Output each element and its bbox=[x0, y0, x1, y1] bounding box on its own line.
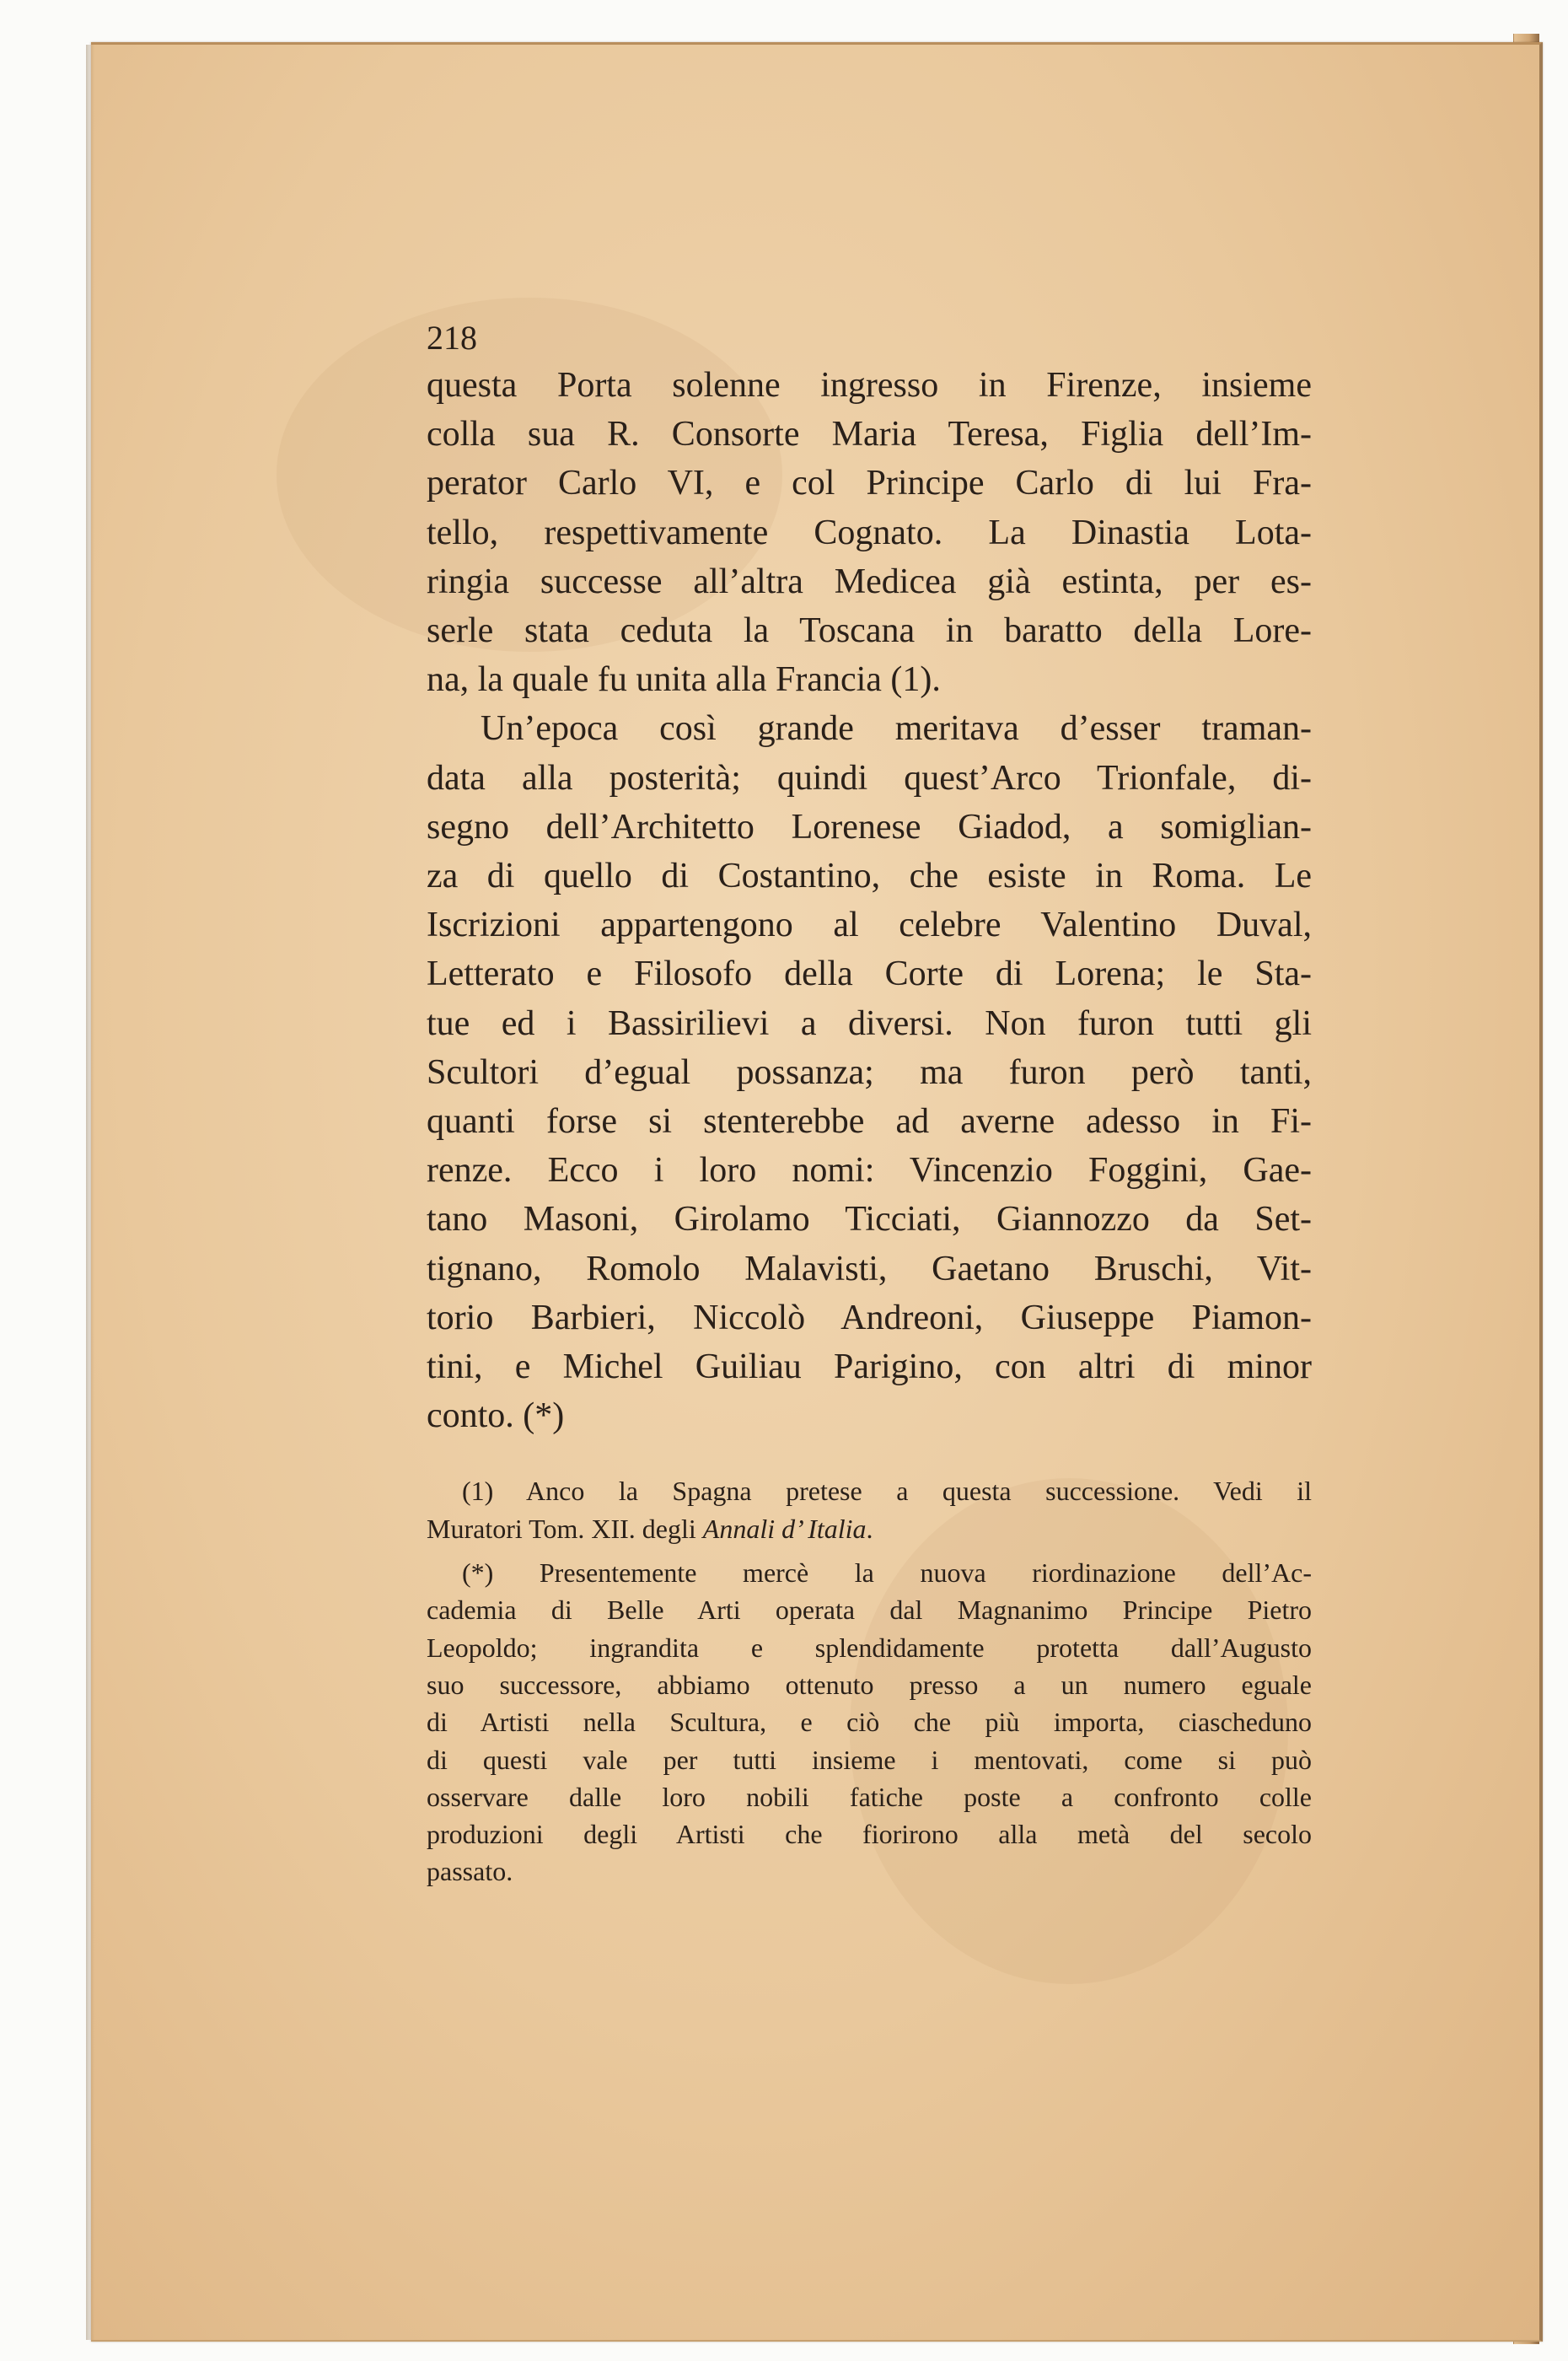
footnote-text: . bbox=[866, 1513, 873, 1544]
text-line: tano Masoni, Girolamo Ticciati, Giannozzo da Set- bbox=[427, 1200, 1312, 1240]
book-title-italic: Annali d’ Italia bbox=[702, 1513, 867, 1544]
footnote-line: (*) Presentemente mercè la nuova riordinazione dell’Ac- bbox=[462, 1557, 1312, 1589]
text-line: Iscrizioni appartengono al celebre Valentino Duval, bbox=[427, 906, 1312, 945]
text-line: za di quello di Costantino, che esiste in Roma. Le bbox=[427, 857, 1312, 896]
text-line: data alla posterità; quindi quest’Arco Trionfale, di- bbox=[427, 758, 1312, 798]
text-line: conto. (*) bbox=[427, 1396, 565, 1436]
text-line: torio Barbieri, Niccolò Andreoni, Giuseppe Piamon- bbox=[427, 1298, 1312, 1337]
paragraph-2 bbox=[427, 704, 1312, 1440]
footnote-line: passato. bbox=[427, 1856, 513, 1887]
text-line: tignano, Romolo Malavisti, Gaetano Bruschi, Vit- bbox=[427, 1249, 1312, 1288]
text-line: perator Carlo VI, e col Principe Carlo di lui Fra- bbox=[427, 464, 1312, 503]
text-line: segno dell’Architetto Lorenese Giadod, a somiglian- bbox=[427, 807, 1312, 847]
text-line: tue ed i Bassirilievi a diversi. Non furon tutti gli bbox=[427, 1003, 1312, 1043]
footnote-line: di questi vale per tutti insieme i mentovati, come si può bbox=[427, 1744, 1312, 1775]
footnotes bbox=[427, 1472, 1312, 1890]
text-line: tello, respettivamente Cognato. La Dinastia Lota- bbox=[427, 513, 1312, 552]
footnote-2 bbox=[427, 1554, 1312, 1890]
footnote-line bbox=[427, 1510, 1312, 1547]
footnote-line: suo successore, abbiamo ottenuto presso a un numero eguale bbox=[427, 1669, 1312, 1700]
footnote-line: cademia di Belle Arti operata dal Magnanimo Principe Pietro bbox=[427, 1595, 1312, 1626]
paragraph-1 bbox=[427, 361, 1312, 704]
text-line: questa Porta solenne ingresso in Firenze, insieme bbox=[427, 366, 1312, 405]
text-line: renze. Ecco i loro nomi: Vincenzio Foggini, Gae- bbox=[427, 1151, 1312, 1191]
text-line: tini, e Michel Guiliau Parigino, con altri di minor bbox=[427, 1347, 1312, 1387]
text-line: Letterato e Filosofo della Corte di Lorena; le Sta- bbox=[427, 955, 1312, 994]
text-block bbox=[427, 319, 1312, 1890]
footnote-line: produzioni degli Artisti che fiorirono alla metà del secolo bbox=[427, 1819, 1312, 1850]
page-number: 218 bbox=[427, 319, 477, 357]
footnote-1 bbox=[427, 1472, 1312, 1547]
text-line: colla sua R. Consorte Maria Teresa, Figlia dell’Im- bbox=[427, 415, 1312, 454]
footnote-line: osservare dalle loro nobili fatiche poste a confronto colle bbox=[427, 1781, 1312, 1812]
text-line: ringia successe all’altra Medicea già estinta, per es- bbox=[427, 562, 1312, 601]
footnote-text: Muratori Tom. XII. degli bbox=[427, 1513, 703, 1544]
text-line: Un’epoca così grande meritava d’esser traman- bbox=[481, 709, 1312, 749]
text-line: serle stata ceduta la Toscana in baratto della Lore- bbox=[427, 611, 1312, 651]
footnote-line: di Artisti nella Scultura, e ciò che più importa, ciascheduno bbox=[427, 1707, 1312, 1738]
text-line: quanti forse si stenterebbe ad averne adesso in Fi- bbox=[427, 1102, 1312, 1142]
footnote-line: Leopoldo; ingrandita e splendidamente protetta dall’Augusto bbox=[427, 1632, 1312, 1663]
footnote-line: (1) Anco la Spagna pretese a questa successione. Vedi il bbox=[462, 1476, 1312, 1507]
text-line: Scultori d’egual possanza; ma furon però tanti, bbox=[427, 1052, 1312, 1092]
text-line: na, la quale fu unita alla Francia (1). bbox=[427, 660, 941, 700]
